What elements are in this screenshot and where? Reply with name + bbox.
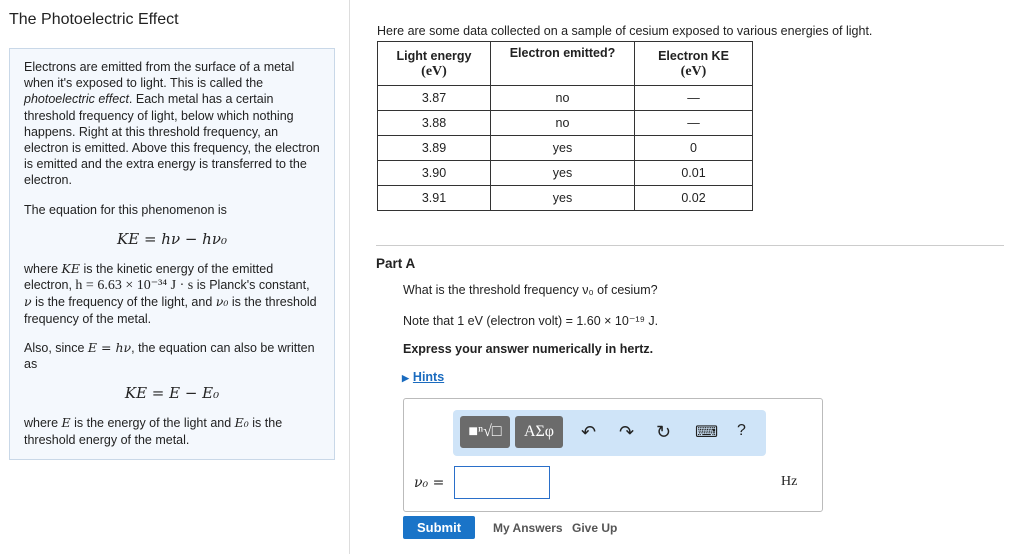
text: is the kinetic energy of the emitted electron, (24, 262, 274, 293)
text: is the frequency of the light, and (31, 295, 216, 310)
submit-button[interactable]: Submit (403, 516, 475, 539)
header-text: Light energy (396, 48, 472, 63)
text: is Planck's constant, (193, 278, 310, 293)
where-paragraph (24, 415, 320, 447)
part-a-heading: Part A (376, 256, 416, 271)
help-button[interactable]: ? (737, 422, 746, 439)
table-row (378, 111, 753, 136)
also-paragraph (24, 340, 320, 372)
unit-label: Hz (781, 474, 798, 489)
table-cell: 3.91 (378, 186, 491, 211)
math: E = hν (87, 339, 132, 355)
text: . Each metal has a certain threshold frequency of light, below which nothing happens. Right at this threshold frequency, an electron is emitted. Above this frequency, the electron is emitted and the extra energy is transferred to the electron. (24, 92, 320, 188)
header-electron-emitted: Electron emitted? (491, 42, 635, 86)
table-cell: — (635, 111, 753, 136)
column-divider (349, 0, 350, 554)
note-text: Note that 1 eV (electron volt) = 1.60 × 10⁻¹⁹ J. (403, 314, 659, 328)
text: The equation for this phenomenon is (24, 202, 227, 217)
definition-paragraph (24, 261, 320, 327)
term: photoelectric effect (24, 92, 129, 107)
answer-input[interactable] (454, 466, 550, 499)
table-header (378, 42, 753, 86)
table-row (378, 86, 753, 111)
text: where (24, 262, 62, 277)
text: , the equation can also be written as (24, 340, 315, 372)
math: ν₀ (215, 294, 229, 310)
header-text: Electron KE (658, 48, 729, 63)
hints-link[interactable] (402, 370, 444, 384)
math-toolbar (453, 410, 766, 456)
table-row (378, 186, 753, 211)
intro-paragraph (24, 59, 320, 189)
page-title: The Photoelectric Effect (9, 11, 179, 28)
keyboard-icon[interactable]: ⌨ (695, 424, 719, 441)
give-up-link[interactable]: Give Up (572, 521, 618, 535)
table-cell: 3.88 (378, 111, 491, 136)
my-answers-link[interactable]: My Answers (493, 521, 563, 535)
math: E₀ (234, 415, 249, 431)
data-table (377, 41, 753, 211)
math: ν (24, 294, 32, 310)
table-cell: yes (491, 186, 635, 211)
math: h = 6.63 × 10⁻³⁴ J · s (75, 278, 194, 294)
header-unit: (eV) (680, 63, 707, 79)
table-row (378, 136, 753, 161)
redo-icon[interactable]: ↷ (619, 422, 635, 442)
table-cell: 3.87 (378, 86, 491, 111)
triangle-right-icon: ▶ (402, 373, 409, 383)
table-cell: 0 (635, 136, 753, 161)
table-cell: no (491, 111, 635, 136)
table-cell: 0.02 (635, 186, 753, 211)
data-intro: Here are some data collected on a sample of cesium exposed to various energies of light. (377, 24, 873, 38)
question-text: What is the threshold frequency ν₀ of cesium? (403, 283, 658, 297)
table-cell: yes (491, 136, 635, 161)
header-light-energy (378, 42, 491, 86)
instructions: Express your answer numerically in hertz. (403, 342, 654, 356)
greek-symbols-button[interactable]: ΑΣφ (515, 416, 563, 448)
math: KE (61, 261, 80, 277)
text: Electrons are emitted from the surface of a metal when it's exposed to light. This is called the (24, 60, 295, 91)
text: Also, since (24, 340, 88, 355)
info-panel (9, 48, 335, 460)
table-cell: — (635, 86, 753, 111)
header-electron-ke (635, 42, 753, 86)
undo-icon[interactable]: ↶ (581, 422, 597, 442)
table-row (378, 161, 753, 186)
text: is the energy of the light and (70, 416, 235, 431)
equation: KE = E − E₀ (124, 384, 220, 403)
hints-label: Hints (412, 370, 445, 384)
table-cell: 3.90 (378, 161, 491, 186)
templates-button[interactable]: ■ⁿ√□ (460, 416, 510, 448)
table-cell: 0.01 (635, 161, 753, 186)
reset-icon[interactable]: ↻ (656, 422, 672, 442)
equation: KE = hν − hν₀ (117, 229, 227, 248)
divider (376, 245, 1004, 246)
answer-label: ν₀ = (414, 475, 445, 491)
table-cell: yes (491, 161, 635, 186)
text: where (24, 416, 62, 431)
math: E (61, 415, 71, 431)
table-cell: no (491, 86, 635, 111)
table-cell: 3.89 (378, 136, 491, 161)
header-unit: (eV) (421, 63, 447, 79)
text: is the threshold energy of the metal. (24, 416, 283, 447)
text: is the threshold frequency of the metal. (24, 295, 317, 326)
